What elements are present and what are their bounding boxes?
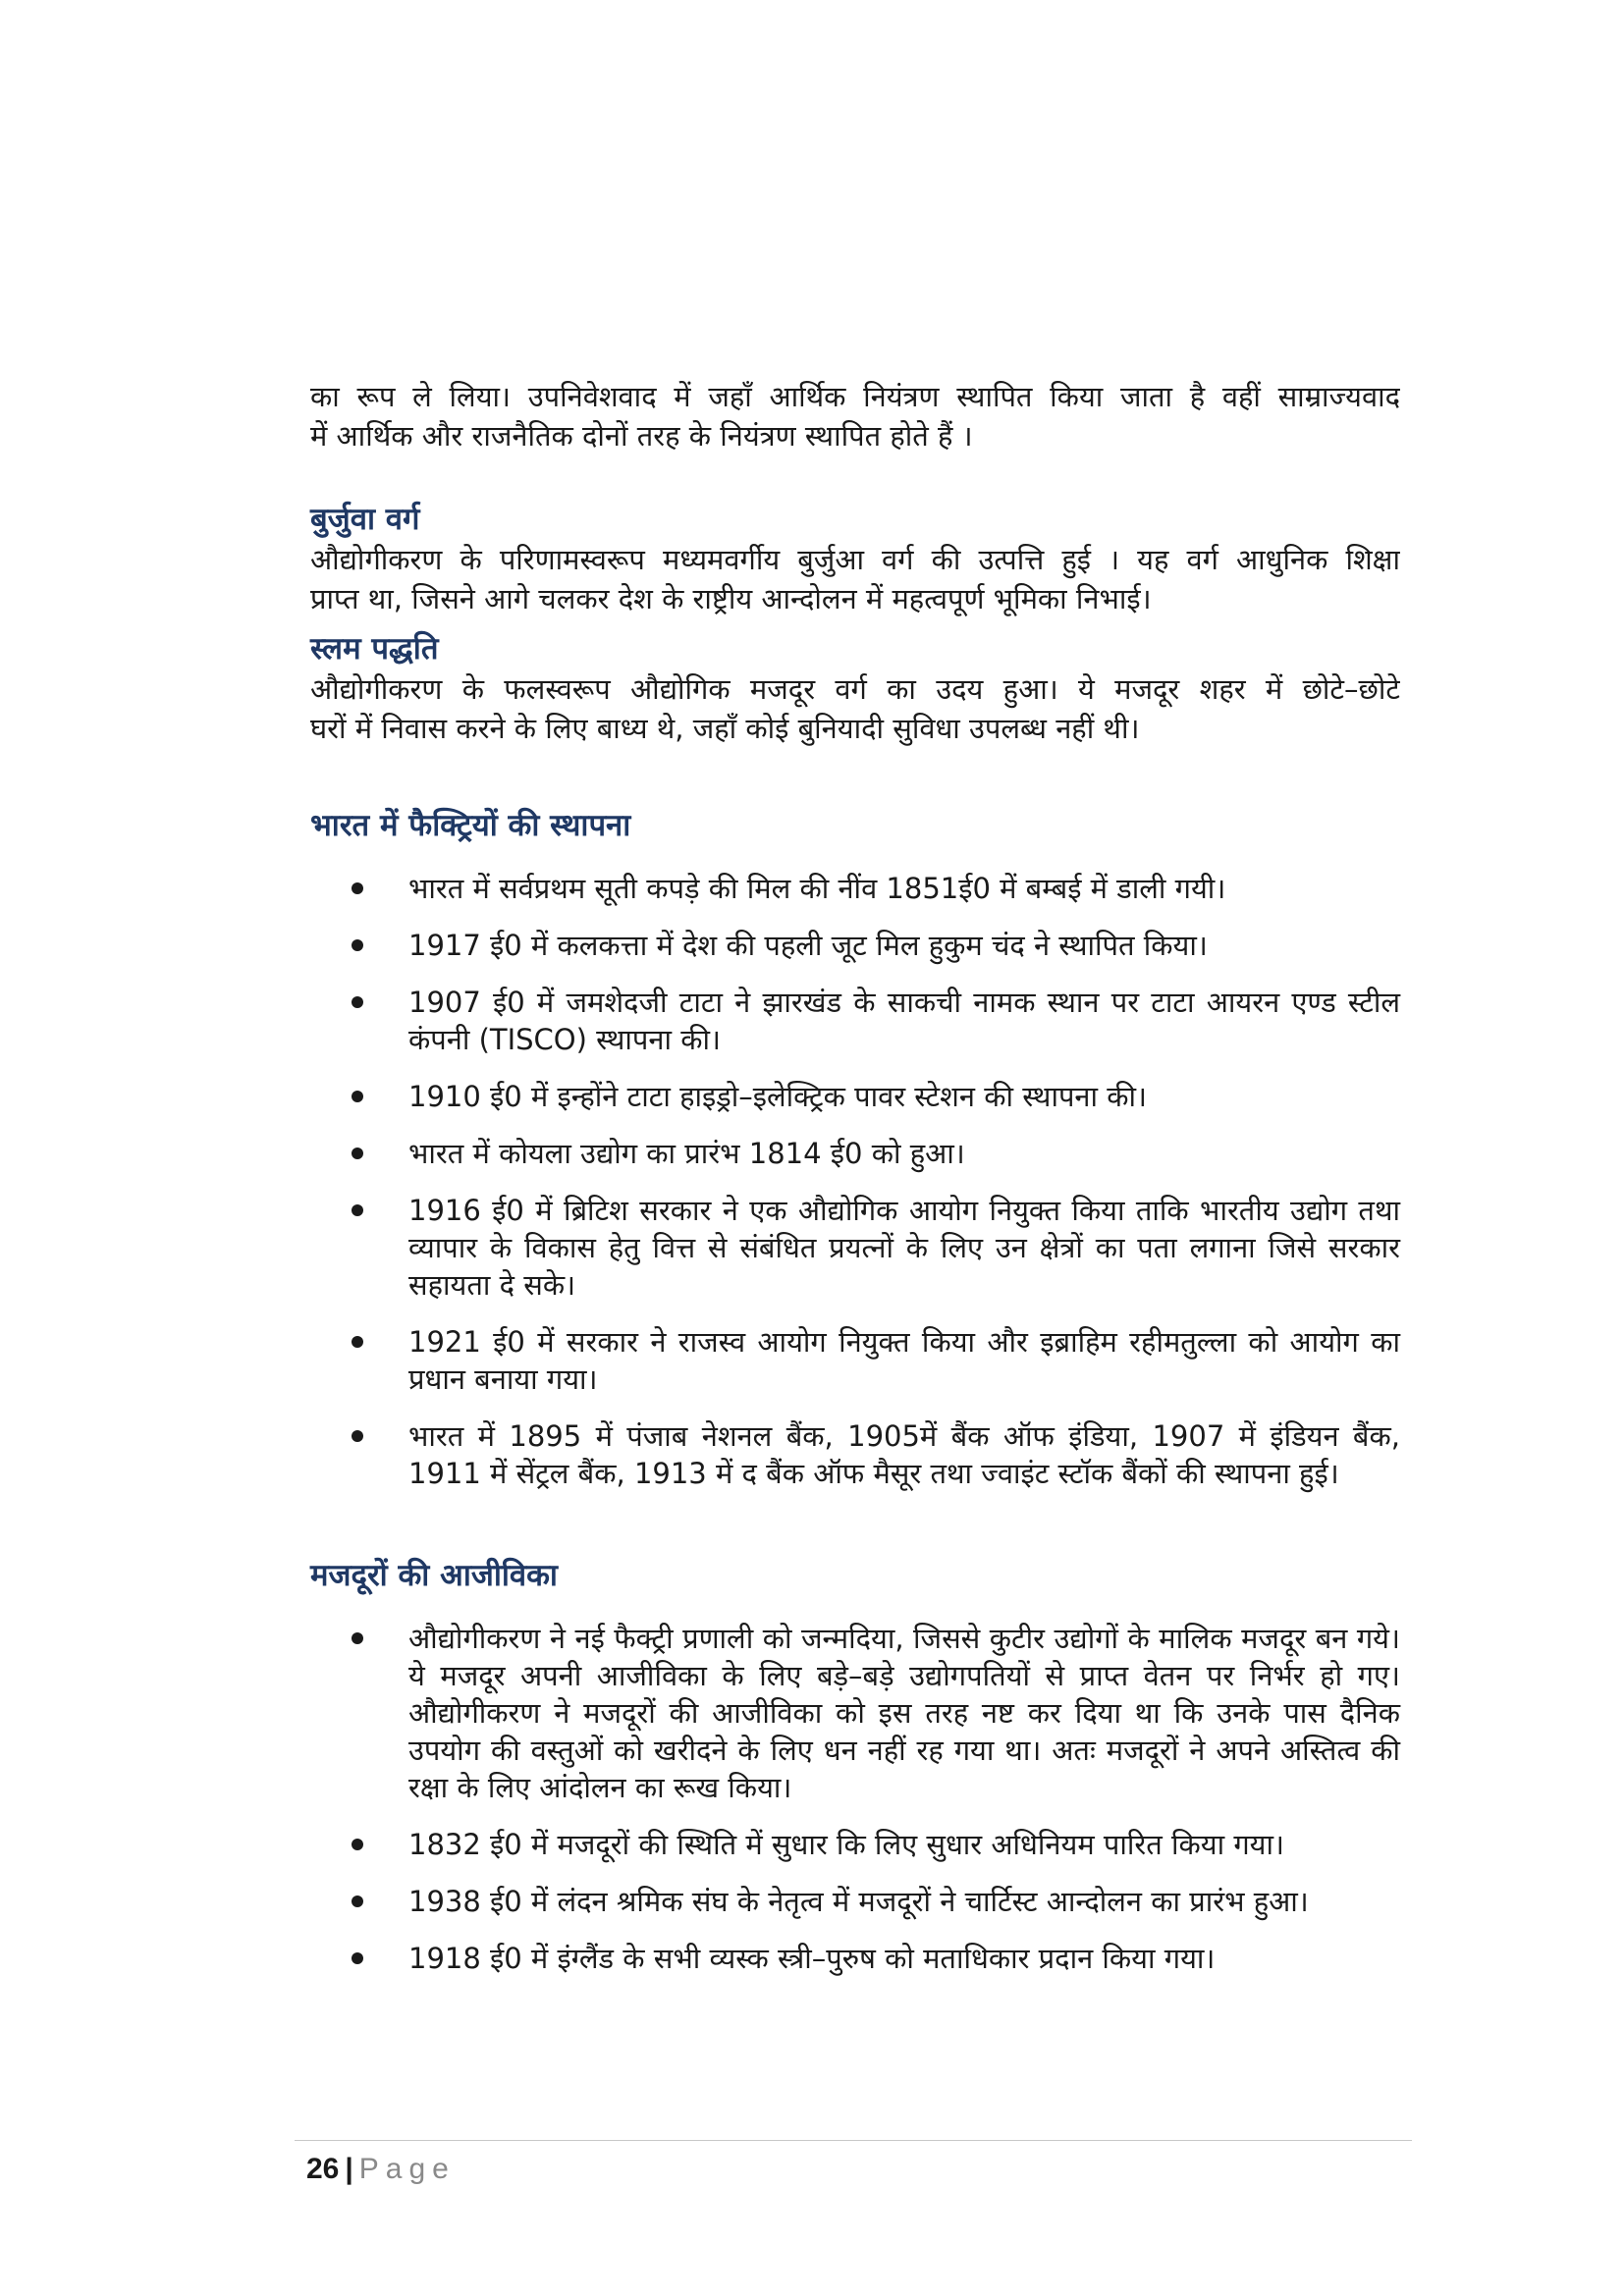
bullet-dot-icon (352, 1204, 363, 1216)
intro-paragraph (310, 377, 1400, 455)
bourgeois-line: औद्योगीकरण के परिणामस्वरूप मध्यमवर्गीय बुर्जुआ वर्ग की उत्पत्ति हुई । यह वर्ग आधुनिक शिक्षा (310, 543, 1400, 576)
bourgeois-line: प्राप्त था, जिसने आगे चलकर देश के राष्ट्रीय आन्दोलन में महत्वपूर्ण भूमिका निभाई। (310, 582, 1152, 615)
section-heading-slum: स्लम पद्धति (310, 631, 439, 667)
bullet-dot-icon (352, 1839, 363, 1850)
list-item (310, 1078, 1400, 1115)
list-item-text: 1916 ई0 में ब्रिटिश सरकार ने एक औद्योगिक आयोग नियुक्त किया ताकि भारतीय उद्योग तथा व्यापार के विकास हेतु वित्त से संबंधित प्रयत्नों के लिए उन क्षेत्रों का पता लगाना जिसे सरकार सहायता दे सके। (408, 1194, 1400, 1302)
page-label: Page (358, 2153, 456, 2185)
list-item-text: 1921 ई0 में सरकार ने राजस्व आयोग नियुक्त किया और इब्राहिम रहीमतुल्ला को आयोग का प्रधान बनाया गया। (408, 1325, 1400, 1396)
bullet-dot-icon (352, 1952, 363, 1964)
bullet-dot-icon (352, 1896, 363, 1907)
list-item (310, 1940, 1400, 1977)
footer-separator: | (345, 2153, 353, 2185)
footer-divider (295, 2140, 1412, 2141)
list-item (310, 1826, 1400, 1863)
page-number: 26 (306, 2153, 340, 2185)
section-heading-workers: मजदूरों की आजीविका (310, 1558, 558, 1593)
list-item-text: 1917 ई0 में कलकत्ता में देश की पहली जूट मिल हुकुम चंद ने स्थापित किया। (408, 929, 1208, 962)
list-item-text: 1918 ई0 में इंग्लैंड के सभी व्यस्क स्त्री–पुरुष को मताधिकार प्रदान किया गया। (408, 1942, 1216, 1975)
page-footer (306, 2150, 456, 2189)
list-item-text: भारत में 1895 में पंजाब नेशनल बैंक, 1905में बैंक ऑफ इंडिया, 1907 में इंडियन बैंक, 1911 में सेंट्रल बैंक, 1913 में द बैंक ऑफ मैसूर तथा ज्वाइंट स्टॉक बैंकों की स्थापना हुई। (408, 1419, 1400, 1490)
bullet-dot-icon (352, 1632, 363, 1644)
bullet-dot-icon (352, 1336, 363, 1348)
bullet-dot-icon (352, 939, 363, 951)
list-item (310, 1323, 1400, 1398)
list-item-text: 1938 ई0 में लंदन श्रमिक संघ के नेतृत्व में मजदूरों ने चार्टिस्ट आन्दोलन का प्रारंभ हुआ। (408, 1885, 1309, 1918)
factories-list (310, 870, 1400, 1492)
section-heading-factories: भारत में फैक्ट्रियों की स्थापना (310, 808, 631, 843)
page-content (310, 377, 1400, 1997)
bullet-dot-icon (352, 1148, 363, 1159)
section-heading-bourgeois: बुर्जुवा वर्ग (310, 502, 420, 537)
bullet-dot-icon (352, 1430, 363, 1442)
list-item (310, 870, 1400, 907)
slum-line: घरों में निवास करने के लिए बाध्य थे, जहाँ कोई बुनियादी सुविधा उपलब्ध नहीं थी। (310, 712, 1140, 745)
slum-paragraph (310, 669, 1400, 748)
list-item (310, 984, 1400, 1058)
bullet-dot-icon (352, 882, 363, 894)
intro-line: में आर्थिक और राजनैतिक दोनों तरह के नियंत्रण स्थापित होते हैं । (310, 419, 973, 453)
intro-line: का रूप ले लिया। उपनिवेशवाद में जहाँ आर्थिक नियंत्रण स्थापित किया जाता है वहीं साम्राज्यवाद (310, 380, 1400, 413)
bullet-dot-icon (352, 996, 363, 1008)
list-item (310, 1417, 1400, 1492)
bullet-dot-icon (352, 1091, 363, 1102)
list-item (310, 1135, 1400, 1172)
slum-line: औद्योगीकरण के फलस्वरूप औद्योगिक मजदूर वर्ग का उदय हुआ। ये मजदूर शहर में छोटे–छोटे (310, 672, 1400, 706)
list-item-text: भारत में सर्वप्रथम सूती कपड़े की मिल की नींव 1851ई0 में बम्बई में डाली गयी। (408, 872, 1226, 905)
list-item (310, 1883, 1400, 1920)
workers-list (310, 1620, 1400, 1977)
list-item (310, 1192, 1400, 1304)
list-item-text: औद्योगीकरण ने नई फैक्ट्री प्रणाली को जन्मदिया, जिससे कुटीर उद्योगों के मालिक मजदूर बन गये। ये मजदूर अपनी आजीविका के लिए बड़े–बड़े उद्योगपतियों से प्राप्त वेतन पर निर्भर हो गए। औद्योगीकरण ने मजदूरों की आजीविका को इस तरह नष्ट कर दिया था कि उनके पास दैनिक उपयोग की वस्तुओं को खरीदने के लिए धन नहीं रह गया था। अतः मजदूरों ने अपने अस्तित्व की रक्षा के लिए आंदोलन का रूख किया। (408, 1622, 1400, 1804)
bourgeois-paragraph (310, 540, 1400, 618)
list-item-text: 1832 ई0 में मजदूरों की स्थिति में सुधार कि लिए सुधार अधिनियम पारित किया गया। (408, 1828, 1284, 1861)
list-item (310, 927, 1400, 964)
list-item-text: 1910 ई0 में इन्होंने टाटा हाइड्रो–इलेक्ट्रिक पावर स्टेशन की स्थापना की। (408, 1080, 1148, 1113)
list-item-text: भारत में कोयला उद्योग का प्रारंभ 1814 ई0 को हुआ। (408, 1137, 965, 1170)
list-item-text: 1907 ई0 में जमशेदजी टाटा ने झारखंड के साकची नामक स्थान पर टाटा आयरन एण्ड स्टील कंपनी (TISCO) स्थापना की। (408, 986, 1400, 1056)
list-item (310, 1620, 1400, 1806)
